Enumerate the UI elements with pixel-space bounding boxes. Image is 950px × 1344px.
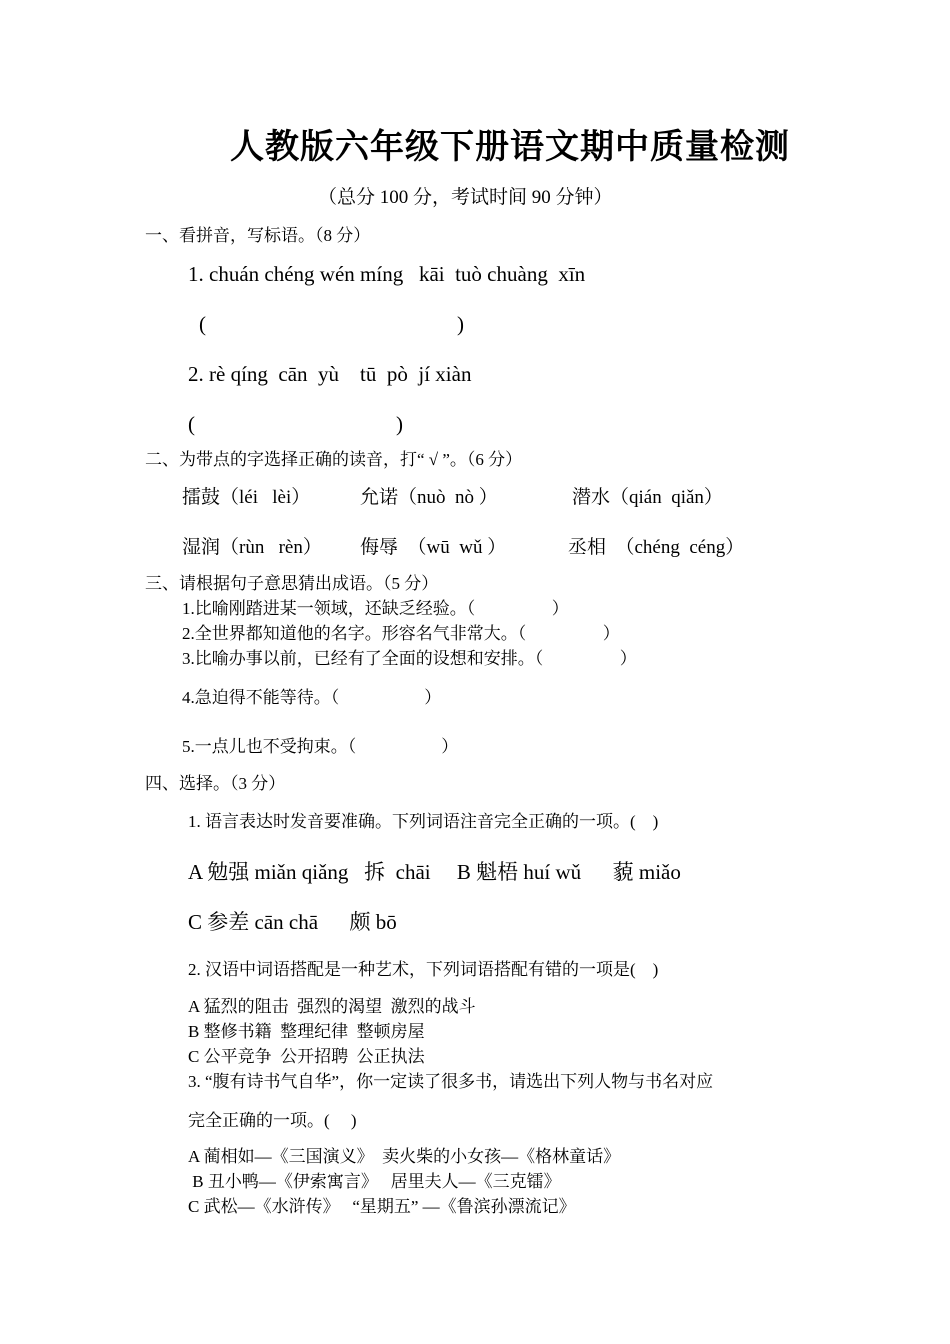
choice-option: B 整修书籍 整理纪律 整顿房屋	[188, 1022, 425, 1041]
choice-question-2: 2. 汉语中词语搭配是一种艺术，下列词语搭配有错的一项是( )	[188, 960, 659, 979]
choice-question-1: 1. 语言表达时发音要准确。下列词语注音完全正确的一项。( )	[188, 812, 659, 831]
page-title: 人教版六年级下册语文期中质量检测	[230, 129, 790, 166]
reading-choice: 丞相 （chéng céng）	[568, 537, 745, 558]
choice-option: C 参差 cān chā 颇 bō	[188, 910, 397, 934]
choice-option: A 勉强 miǎn qiǎng 拆 chāi B 魁梧 huí wǔ 藐 miǎo	[188, 860, 681, 884]
choice-option: C 武松—《水浒传》 “星期五” —《鲁滨孙漂流记》	[188, 1197, 576, 1216]
choice-option: A 猛烈的阻击 强烈的渴望 激烈的战斗	[188, 997, 476, 1016]
answer-bracket-close: )	[396, 412, 403, 436]
idiom-question: 5.一点儿也不受拘束。（ ）	[182, 737, 459, 756]
answer-bracket-open: (	[199, 312, 206, 336]
section-2-heading: 二、为带点的字选择正确的读音，打“ √ ”。（6 分）	[145, 450, 523, 469]
reading-choice: 湿润（rùn rèn）	[182, 537, 322, 558]
answer-bracket-close: )	[457, 312, 464, 336]
section-3-heading: 三、请根据句子意思猜出成语。（5 分）	[145, 574, 439, 593]
idiom-question: 3.比喻办事以前，已经有了全面的设想和安排。（ ）	[182, 649, 637, 668]
choice-option: A 蔺相如—《三国演义》 卖火柴的小女孩—《格林童话》	[188, 1147, 621, 1166]
section-1-heading: 一、看拼音，写标语。（8 分）	[145, 226, 371, 245]
choice-option: C 公平竞争 公开招聘 公正执法	[188, 1047, 425, 1066]
reading-choice: 允诺（nuò nò ）	[360, 487, 498, 508]
choice-option: B 丑小鸭—《伊索寓言》 居里夫人—《三克镭》	[188, 1172, 561, 1191]
answer-bracket-open: (	[188, 412, 195, 436]
choice-question-3: 3. “腹有诗书气自华”，你一定读了很多书，请选出下列人物与书名对应	[188, 1072, 714, 1091]
reading-choice: 擂鼓（léi lèi）	[182, 487, 311, 508]
reading-choice: 潜水（qián qiǎn）	[572, 487, 723, 508]
reading-choice: 侮辱 （wū wǔ ）	[360, 537, 507, 558]
section-1-q1: 1. chuán chéng wén míng kāi tuò chuàng xīn	[188, 262, 586, 286]
choice-question-3-cont: 完全正确的一项。( )	[188, 1111, 357, 1130]
exam-info: （总分 100 分，考试时间 90 分钟）	[318, 187, 613, 208]
section-1-q2: 2. rè qíng cān yù tū pò jí xiàn	[188, 362, 472, 386]
section-4-heading: 四、选择。（3 分）	[145, 774, 286, 793]
idiom-question: 1.比喻刚踏进某一领域，还缺乏经验。（ ）	[182, 599, 569, 618]
idiom-question: 2.全世界都知道他的名字。形容名气非常大。（ ）	[182, 624, 620, 643]
idiom-question: 4.急迫得不能等待。（ ）	[182, 688, 442, 707]
